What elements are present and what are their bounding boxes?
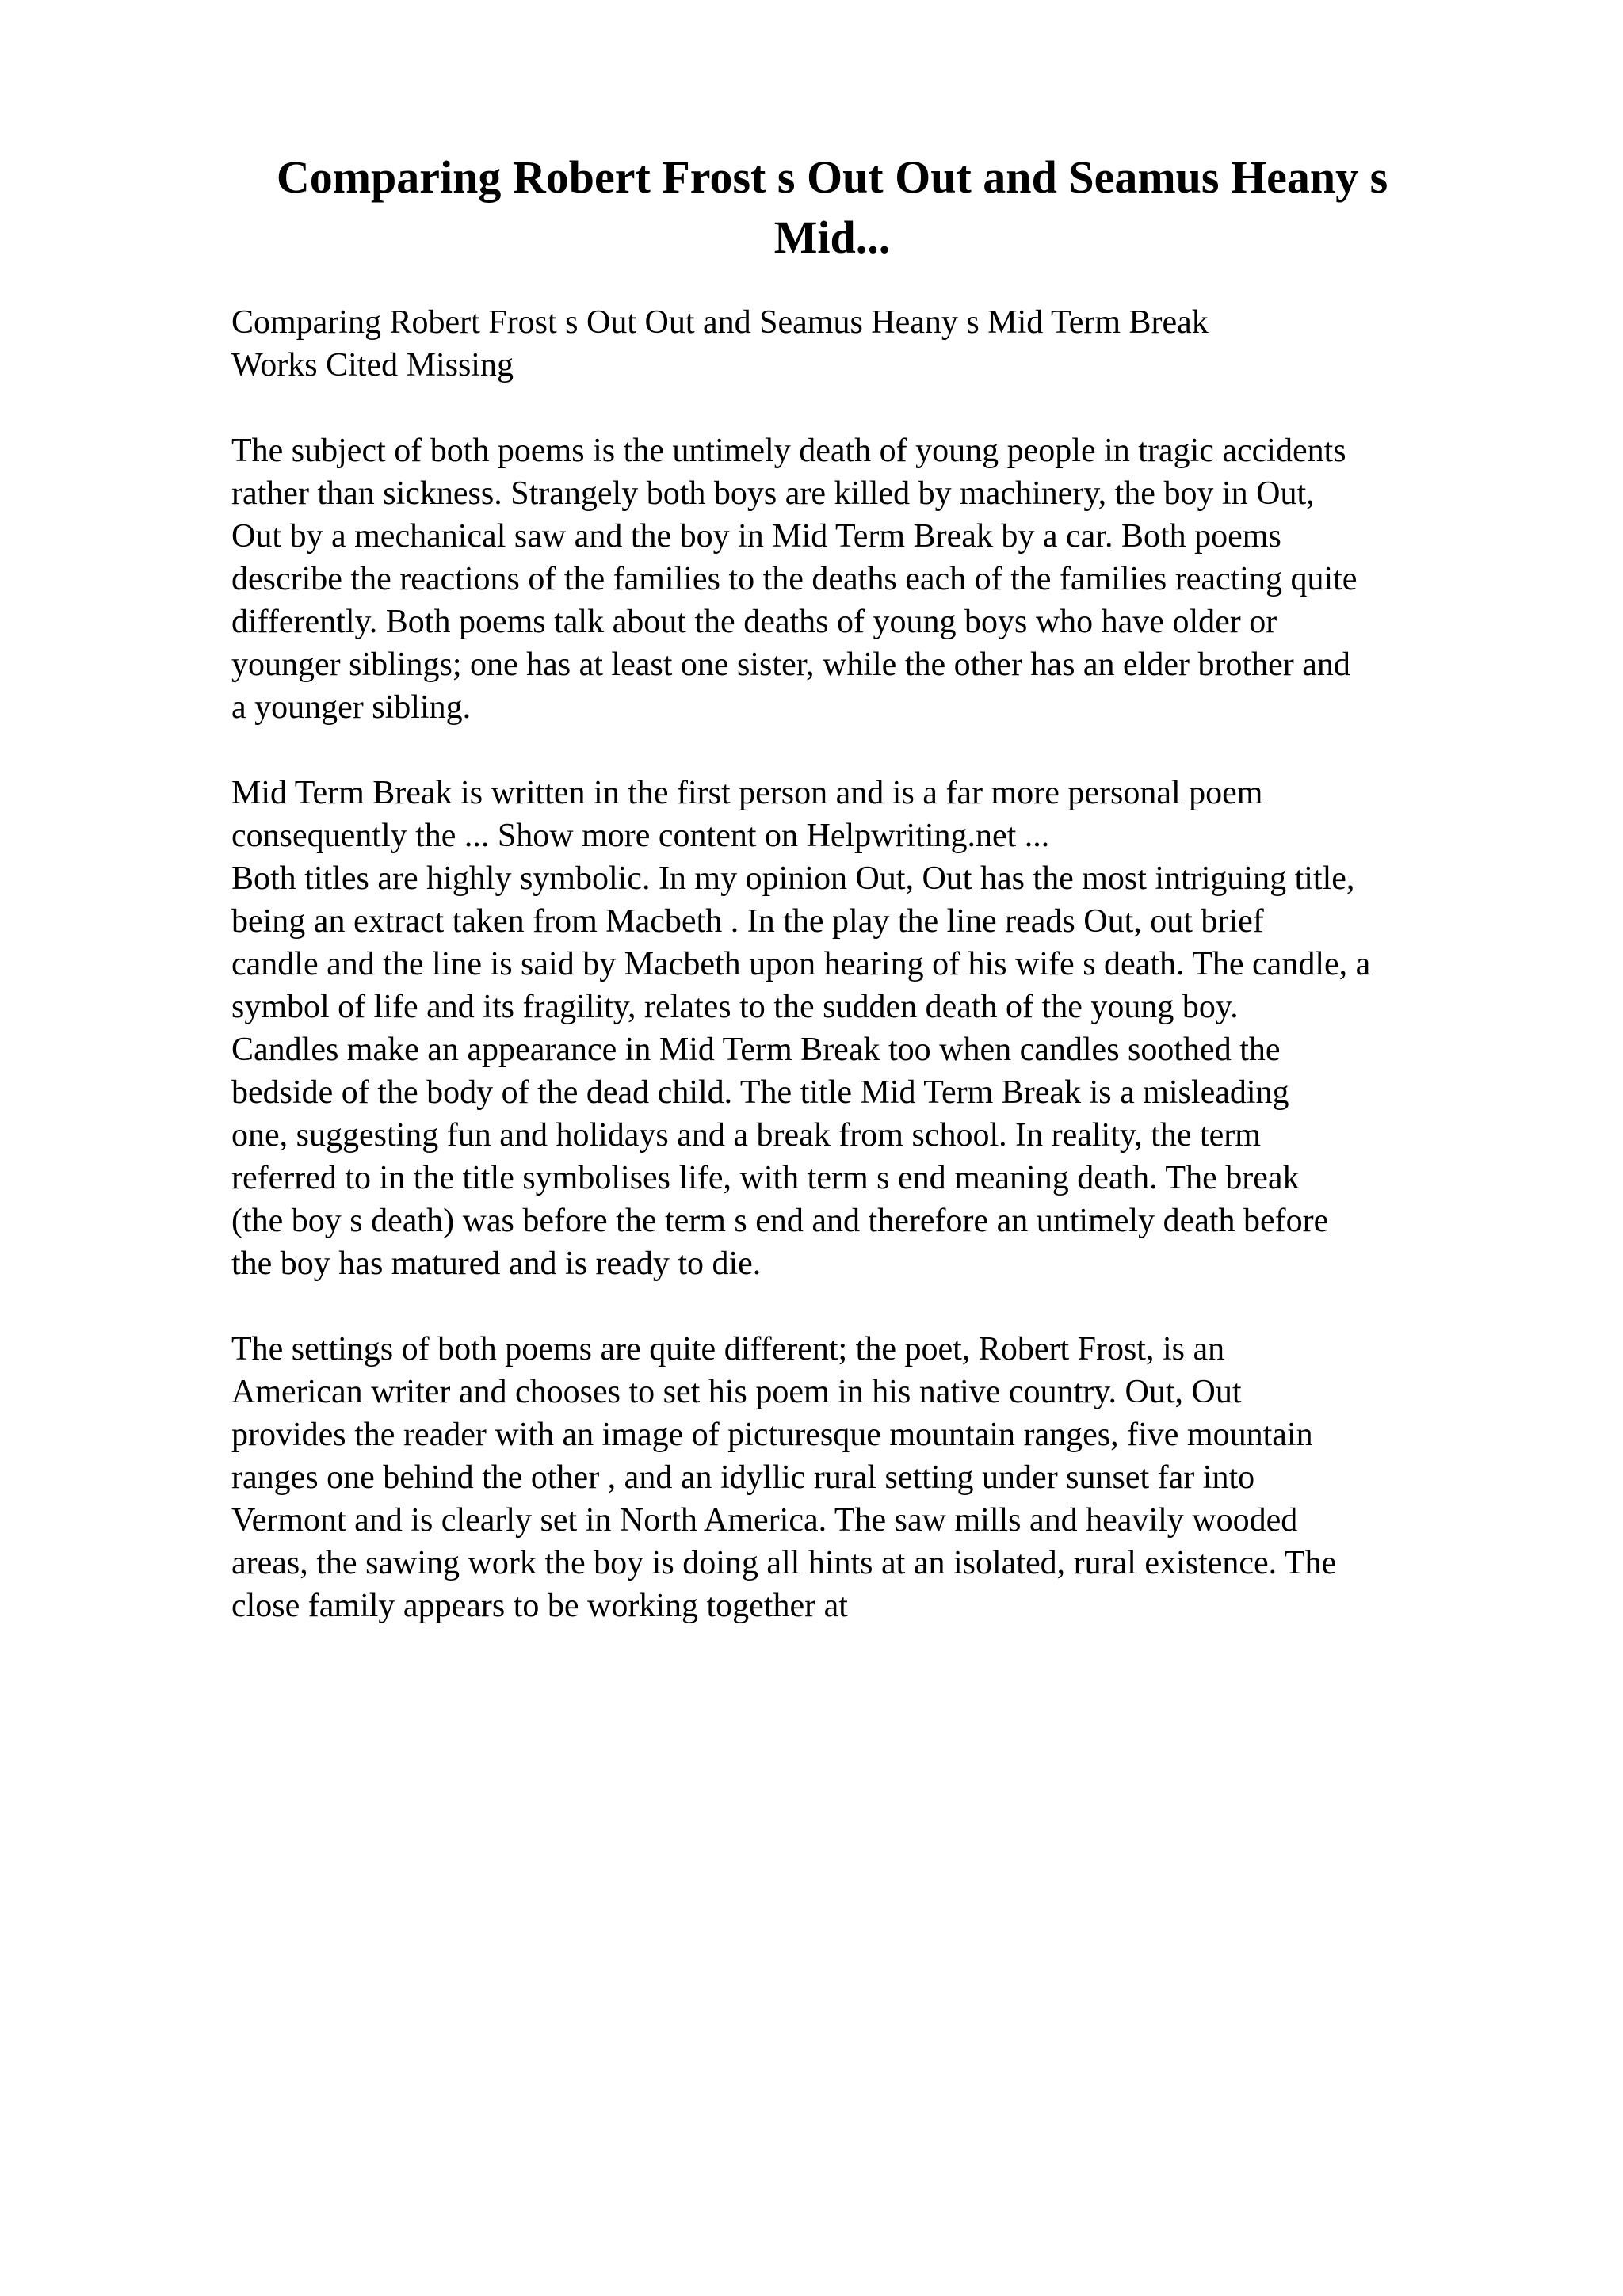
document-title [230, 147, 1434, 268]
text-line: The subject of both poems is the untimely death of young people in tragic accidents [231, 433, 1346, 469]
text-line: areas, the sawing work the boy is doing all hints at an isolated, rural existence. The [231, 1545, 1337, 1581]
paragraph-1 [231, 429, 1531, 729]
paragraph-spacer [231, 729, 1531, 772]
title-line: Comparing Robert Frost s Out Out and Seamus Heany s [276, 151, 1388, 203]
text-line: differently. Both poems talk about the deaths of young boys who have older or [231, 604, 1277, 640]
text-line: (the boy s death) was before the term s end and therefore an untimely death before [231, 1203, 1329, 1239]
works-cited-note: Works Cited Missing [231, 347, 514, 383]
paragraph-spacer [231, 1285, 1531, 1328]
text-line: Both titles are highly symbolic. In my opinion Out, Out has the most intriguing title, [231, 860, 1355, 897]
text-line: Candles make an appearance in Mid Term Break too when candles soothed the [231, 1032, 1281, 1068]
header-block [231, 301, 1531, 387]
text-line: close family appears to be working together at [231, 1588, 848, 1624]
text-line: the boy has matured and is ready to die. [231, 1245, 762, 1282]
paragraph-spacer [231, 387, 1531, 429]
document-body [231, 301, 1531, 1627]
paragraph-3 [231, 1328, 1531, 1627]
text-line: a younger sibling. [231, 689, 472, 726]
text-line: symbol of life and its fragility, relates to the sudden death of the young boy. [231, 989, 1239, 1025]
text-line: rather than sickness. Strangely both boys are killed by machinery, the boy in Out, [231, 475, 1315, 512]
text-line: younger siblings; one has at least one sister, while the other has an elder brother and [231, 646, 1350, 683]
paragraph-2 [231, 772, 1531, 1285]
text-line: The settings of both poems are quite different; the poet, Robert Frost, is an [231, 1331, 1225, 1367]
text-line: ranges one behind the other , and an idyllic rural setting under sunset far into [231, 1459, 1255, 1496]
text-line: being an extract taken from Macbeth . In the play the line reads Out, out brief [231, 903, 1264, 940]
text-line: Mid Term Break is written in the first person and is a far more personal poem [231, 775, 1263, 811]
text-line: bedside of the body of the dead child. The title Mid Term Break is a misleading [231, 1074, 1289, 1111]
text-line: one, suggesting fun and holidays and a break from school. In reality, the term [231, 1117, 1261, 1154]
text-line: candle and the line is said by Macbeth upon hearing of his wife s death. The candle, a [231, 946, 1371, 982]
text-line: Out by a mechanical saw and the boy in Mid Term Break by a car. Both poems [231, 518, 1281, 555]
text-line: describe the reactions of the families to the deaths each of the families reacting quite [231, 561, 1358, 597]
text-line: referred to in the title symbolises life, with term s end meaning death. The break [231, 1160, 1300, 1196]
essay-subtitle: Comparing Robert Frost s Out Out and Seamus Heany s Mid Term Break [231, 304, 1209, 341]
text-line: Vermont and is clearly set in North America. The saw mills and heavily wooded [231, 1502, 1298, 1539]
title-line: Mid... [773, 212, 891, 263]
text-line: consequently the ... Show more content on Helpwriting.net ... [231, 818, 1050, 854]
text-line: provides the reader with an image of picturesque mountain ranges, five mountain [231, 1417, 1313, 1453]
text-line: American writer and chooses to set his poem in his native country. Out, Out [231, 1374, 1242, 1410]
